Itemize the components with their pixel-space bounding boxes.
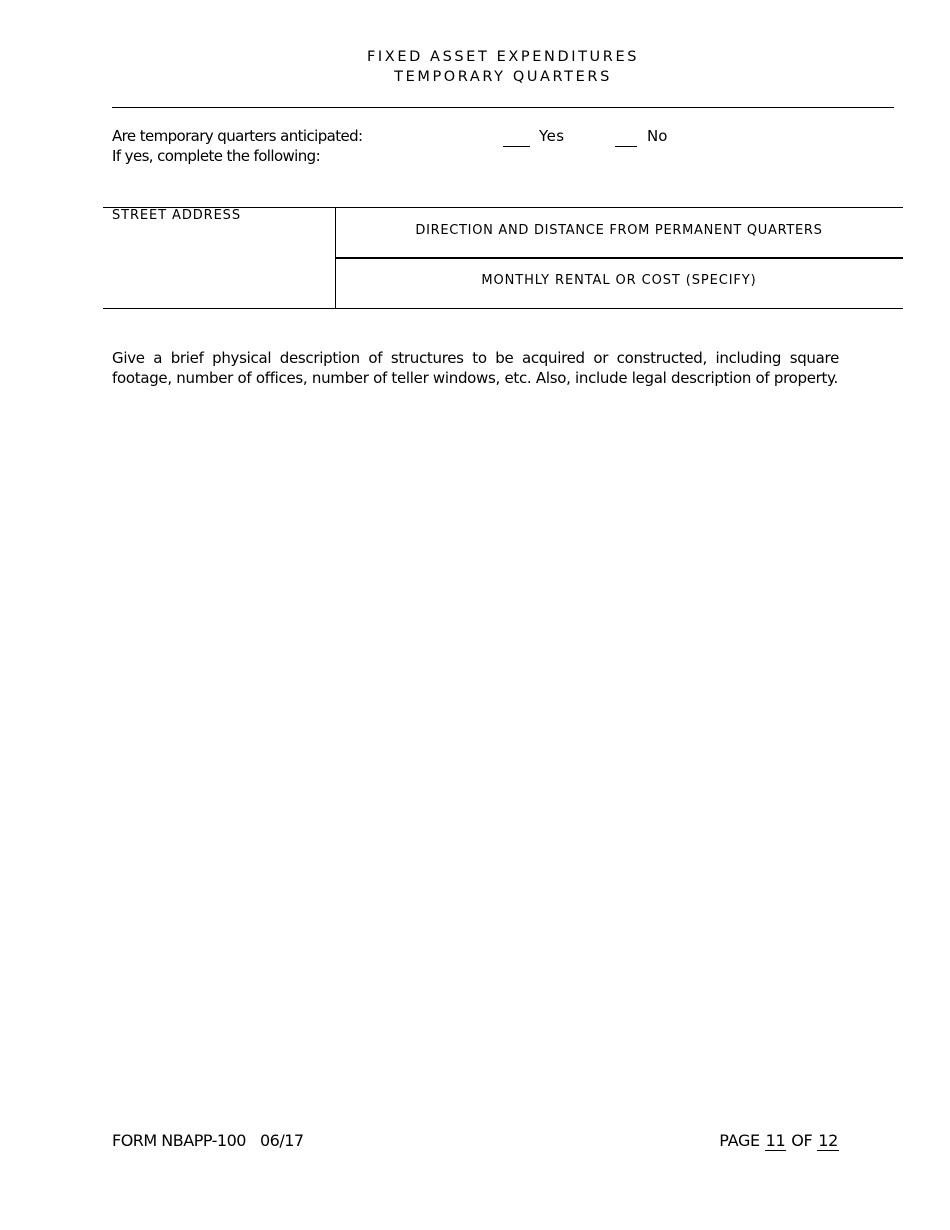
- question-text: Are temporary quarters anticipated:: [112, 127, 363, 145]
- no-label: No: [647, 127, 668, 145]
- page-of: OF: [791, 1131, 813, 1150]
- page-total: 12: [818, 1131, 838, 1150]
- table-row-divider: [335, 257, 903, 259]
- form-id: FORM NBAPP-100: [112, 1131, 246, 1150]
- no-blank-field[interactable]: [615, 146, 637, 147]
- question-instruction: If yes, complete the following:: [112, 147, 321, 165]
- page-subtitle: TEMPORARY QUARTERS: [394, 69, 612, 85]
- street-address-label: STREET ADDRESS: [112, 208, 241, 223]
- monthly-rental-label: MONTHLY RENTAL OR COST (SPECIFY): [481, 273, 757, 288]
- header-divider: [112, 107, 894, 108]
- form-identifier: [112, 1130, 304, 1152]
- direction-distance-label: DIRECTION AND DISTANCE FROM PERMANENT QUARTERS: [415, 223, 823, 238]
- page-number: [719, 1130, 839, 1152]
- yes-label: Yes: [539, 127, 565, 145]
- page-current: 11: [765, 1131, 786, 1150]
- description-instructions: Give a brief physical description of structures to be acquired or constructed, including square footage, number of offices, number of teller windows, etc. Also, include legal description of property.: [112, 349, 839, 387]
- yes-blank-field[interactable]: [503, 146, 530, 147]
- form-date: 06/17: [259, 1131, 304, 1150]
- table-bottom-border: [103, 308, 903, 309]
- page-prefix: PAGE: [719, 1131, 760, 1150]
- page-title: FIXED ASSET EXPENDITURES: [366, 49, 640, 65]
